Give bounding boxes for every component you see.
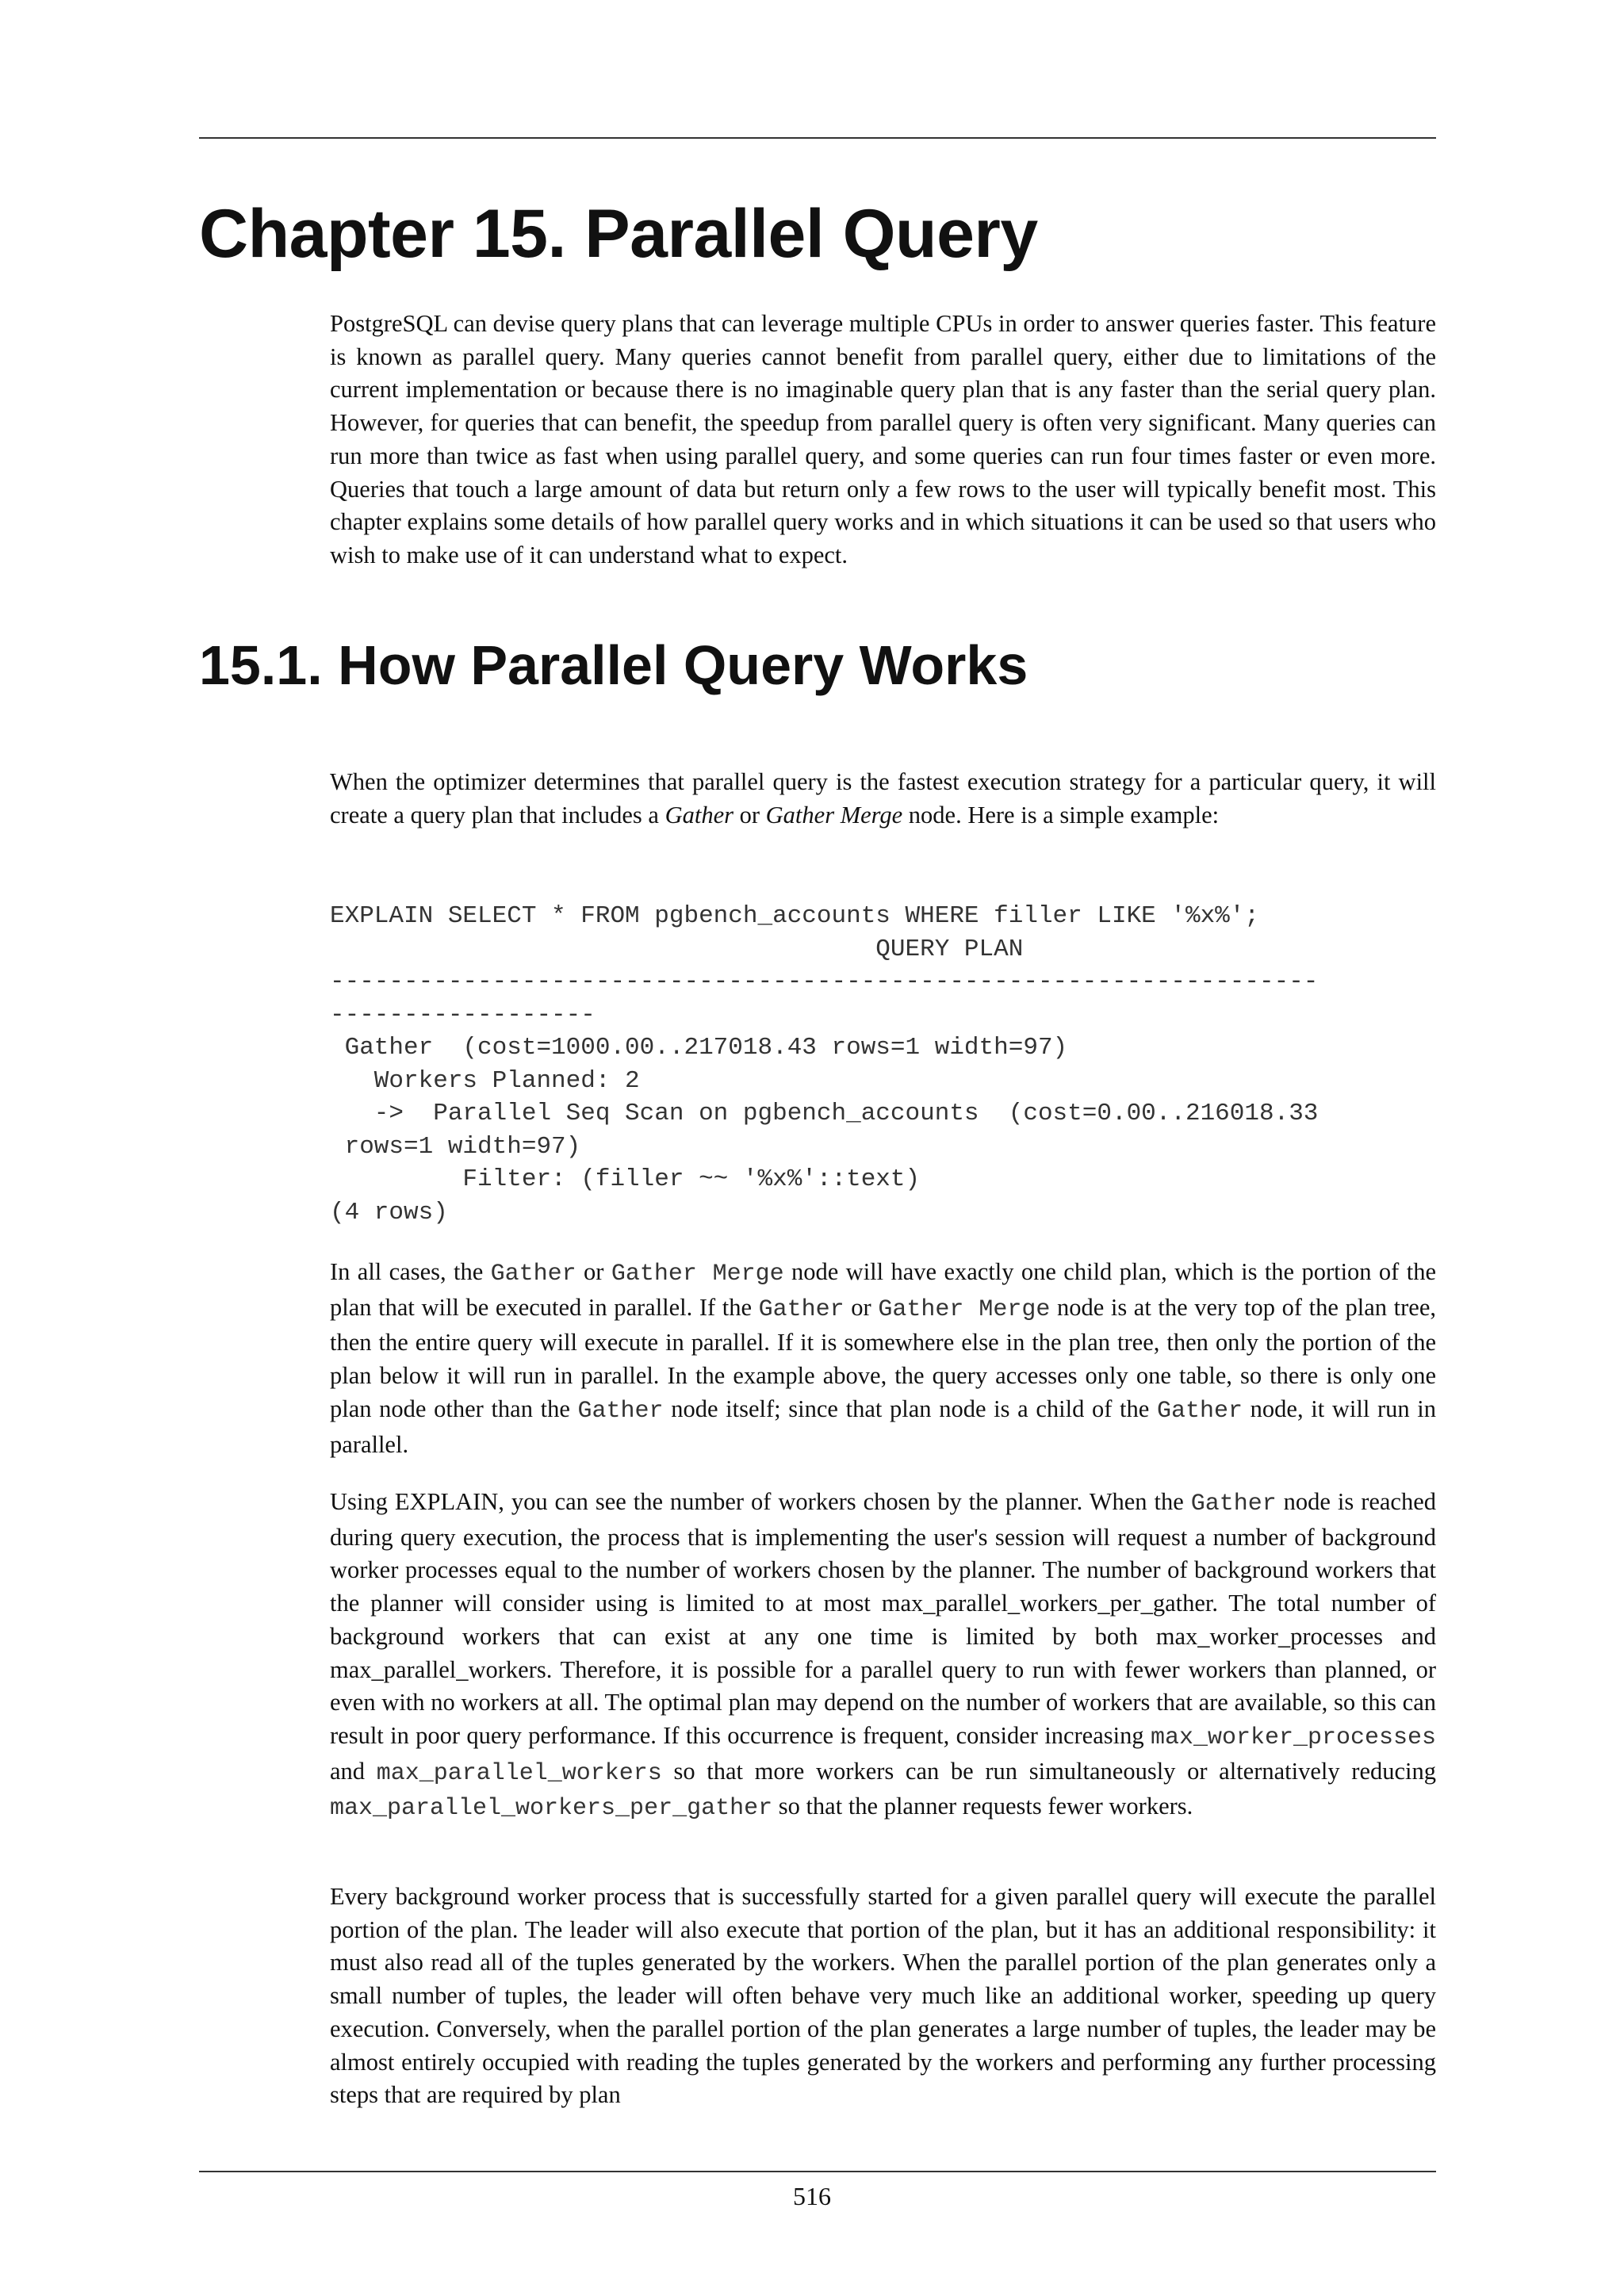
- section-paragraph-1: When the optimizer determines that parallel query is the fastest execution strategy for a particular query, it will create a query plan that includes a Gather or Gather Merge node. Here is a simple example:: [330, 768, 1436, 828]
- inline-code: max_parallel_workers: [376, 1759, 662, 1787]
- section-paragraph-2: In all cases, the Gather or Gather Merge node will have exactly one child plan, which is the portion of the plan that will be executed in parallel. If the Gather or Gather Merge node is at the very top of the plan tree, then the entire query will execute in parallel. If it is somewhere else in the plan tree, then only the portion of the plan below it will run in parallel. In the example above, the query accesses only one table, so there is only one plan node other than the Gather node itself; since that plan node is a child of the Gather node, it will run in parallel.: [330, 1258, 1436, 1458]
- inline-code: Gather: [577, 1397, 664, 1425]
- section-paragraph-3: Using EXPLAIN, you can see the number of workers chosen by the planner. When the Gather node is reached during query execution, the process that is implementing the user's session will request a number of background worker processes equal to the number of workers chosen by the planner. The number of background workers that the planner will consider using is limited to at most max_parallel_workers_per_gather. The total number of background workers that can exist at any one time is limited by both max_worker_processes and max_parallel_workers. Therefore, it is possible for a parallel query to run with fewer workers than planned, or even with no workers at all. The optimal plan may depend on the number of workers that are available, so this can result in poor query performance. If this occurrence is frequent, consider increasing max_worker_processes and max_parallel_workers so that more workers can be run simultaneously or alternatively reducing max_parallel_workers_per_gather so that the planner requests fewer workers.: [330, 1488, 1437, 1823]
- emphasis-gather-merge: Gather Merge: [765, 801, 903, 828]
- inline-code: Gather: [490, 1261, 576, 1288]
- section-paragraph-4: Every background worker process that is successfully started for a given parallel query will execute the parallel portion of the plan. The leader will also execute that portion of the plan, but it has an additional responsibility: it must also read all of the tuples generated by the workers. When the parallel portion of the plan generates only a small number of tuples, the leader will often behave very much like an additional worker, speeding up query execution. Conversely, when the parallel portion of the plan generates a large number of tuples, the leader may be almost entirely occupied with reading the tuples generated by the workers and performing any further processing steps that are required by plan: [330, 1883, 1436, 2109]
- inline-code: Gather Merge: [878, 1295, 1051, 1323]
- inline-code: Gather Merge: [611, 1261, 784, 1288]
- intro-paragraph: PostgreSQL can devise query plans that can leverage multiple CPUs in order to answer queries faster. This feature is known as parallel query. Many queries cannot benefit from parallel query, either due to limitations of the current implementation or because there is no imaginable query plan that is any faster than the serial query plan. However, for queries that can benefit, the speedup from parallel query is often very significant. Many queries can run more than twice as fast when using parallel query, and some queries can run four times faster or even more. Queries that touch a large amount of data but return only a few rows to the user will typically benefit most. This chapter explains some details of how parallel query works and in which situations it can be used so that users who wish to make use of it can understand what to expect.: [330, 310, 1436, 568]
- inline-code: Gather: [1156, 1397, 1243, 1425]
- header-rule: [199, 137, 1436, 139]
- inline-code: Gather: [758, 1295, 845, 1323]
- section-title: 15.1. How Parallel Query Works: [199, 634, 1028, 696]
- chapter-title: Chapter 15. Parallel Query: [199, 196, 1038, 272]
- inline-code: max_parallel_workers_per_gather: [330, 1795, 773, 1823]
- explain-code-block: EXPLAIN SELECT * FROM pgbench_accounts WHERE filler LIKE '%x%'; QUERY PLAN ------------------------------------------------------------------- ------------------ Gather (cost=1000.00..217018.43 rows=1 width=97) Workers Planned: 2 -> Parallel Seq Scan on pgbench_accounts (cost=0.00..216018.33 rows=1 width=97) Filter: (filler ~~ '%x%'::text) (4 rows): [330, 902, 1319, 1226]
- inline-code: max_worker_processes: [1150, 1724, 1436, 1751]
- inline-code: Gather: [1190, 1490, 1277, 1517]
- emphasis-gather: Gather: [665, 801, 733, 828]
- footer-rule: [199, 2171, 1436, 2172]
- page-number: 516: [793, 2182, 831, 2210]
